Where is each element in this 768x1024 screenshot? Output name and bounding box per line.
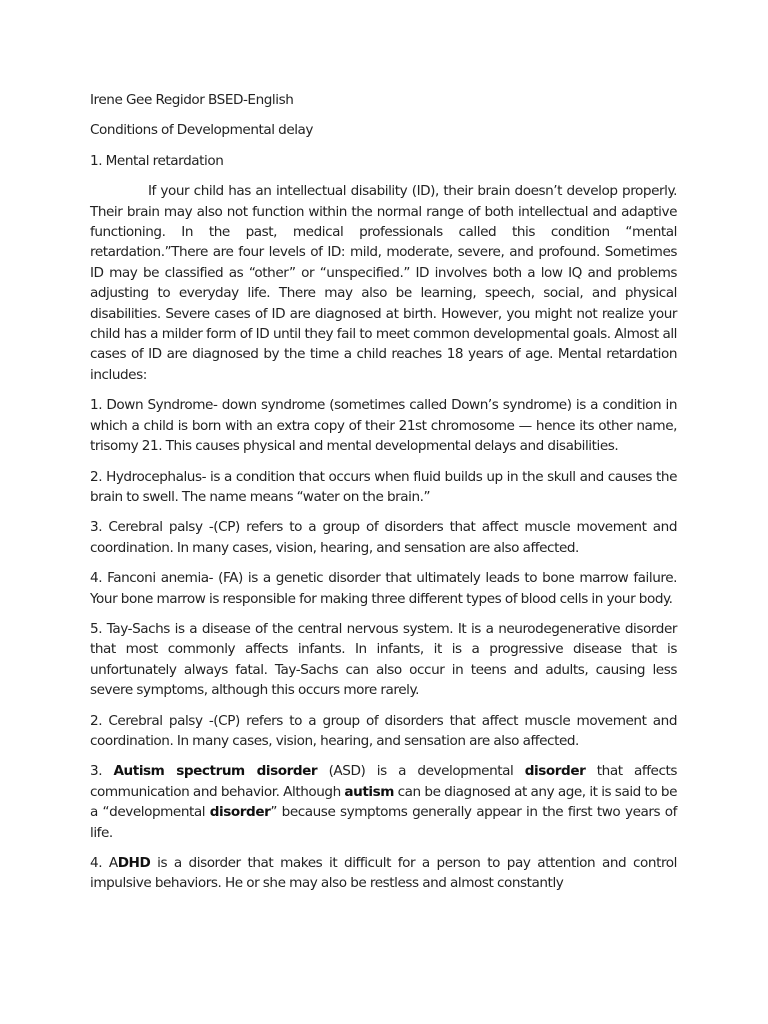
section-heading: 1. Mental retardation — [90, 152, 224, 169]
list-item-cerebral-palsy: 3. Cerebral palsy -(CP) refers to a group of disorders that affect muscle movement and coordination. In many cases, vision, hearing, and sensation are also affected. — [90, 519, 677, 556]
autism-bold-2: disorder — [524, 763, 586, 780]
adhd-text-1: 4. A — [90, 855, 118, 871]
list-item-cerebral-palsy-repeat: 2. Cerebral palsy -(CP) refers to a group of disorders that affect muscle movement and coordination. In many cases, vision, hearing, and sensation are also affected. — [90, 712, 677, 749]
adhd-text-2: is a disorder that makes it difficult for a person to pay attention and control impulsive behaviors. He or she may also be restless and almost constantly — [90, 855, 677, 892]
list-item-adhd — [90, 853, 677, 894]
autism-text-2: (ASD) is a developmental — [317, 763, 525, 780]
autism-bold-1: Autism spectrum disorder — [113, 763, 318, 780]
author-line: Irene Gee Regidor BSED-English — [90, 92, 294, 108]
intro-paragraph: If your child has an intellectual disability (ID), their brain doesn’t develop properly. Their brain may also not function within the normal range of both intellectual and adaptive functioning. In the past, medical professionals called this condition “mental retardation.”There are four levels of ID: mild, moderate, severe, and profound. Sometimes ID may be classified as “other” or “unspecified.” ID involves both a low IQ and problems adjusting to everyday life. There may also be learning, speech, social, and physical disabilities. Severe cases of ID are diagnosed at birth. However, you might not realize your child has a milder form of ID until they fail to meet common developmental goals. Almost all cases of ID are diagnosed by the time a child reaches 18 years of age. Mental retardation includes: — [90, 183, 677, 383]
autism-text-5: ” because symptoms generally appear in the first two years of life. — [90, 804, 678, 841]
autism-text-3: that affects communication and behavior. Although — [90, 763, 677, 800]
document-body — [90, 90, 677, 904]
autism-bold-3: autism — [344, 783, 394, 800]
list-item-down-syndrome: 1. Down Syndrome- down syndrome (sometimes called Down’s syndrome) is a condition in which a child is born with an extra copy of their 21st chromosome — hence its other name, trisomy 21. This causes physical and mental developmental delays and disabilities. — [90, 397, 677, 455]
list-item-autism — [90, 761, 677, 843]
document-title: Conditions of Developmental delay — [90, 122, 314, 139]
autism-text-1: 3. — [90, 763, 114, 780]
list-item-fanconi-anemia: 4. Fanconi anemia- (FA) is a genetic disorder that ultimately leads to bone marrow failure. Your bone marrow is responsible for making three different types of blood cells in your body. — [90, 570, 677, 607]
list-item-tay-sachs: 5. Tay-Sachs is a disease of the central nervous system. It is a neurodegenerative disorder that most commonly affects infants. In infants, it is a progressive disease that is unfortunately always fatal. Tay-Sachs can also occur in teens and adults, causing less severe symptoms, although this occurs more rarely. — [90, 620, 677, 699]
autism-text-4: can be diagnosed at any age, it is said to be a “developmental — [90, 783, 677, 821]
autism-bold-4: disorder — [209, 804, 271, 821]
list-item-hydrocephalus: 2. Hydrocephalus- is a condition that occurs when fluid builds up in the skull and causes the brain to swell. The name means “water on the brain.” — [90, 468, 677, 505]
adhd-bold-1: DHD — [117, 855, 151, 871]
